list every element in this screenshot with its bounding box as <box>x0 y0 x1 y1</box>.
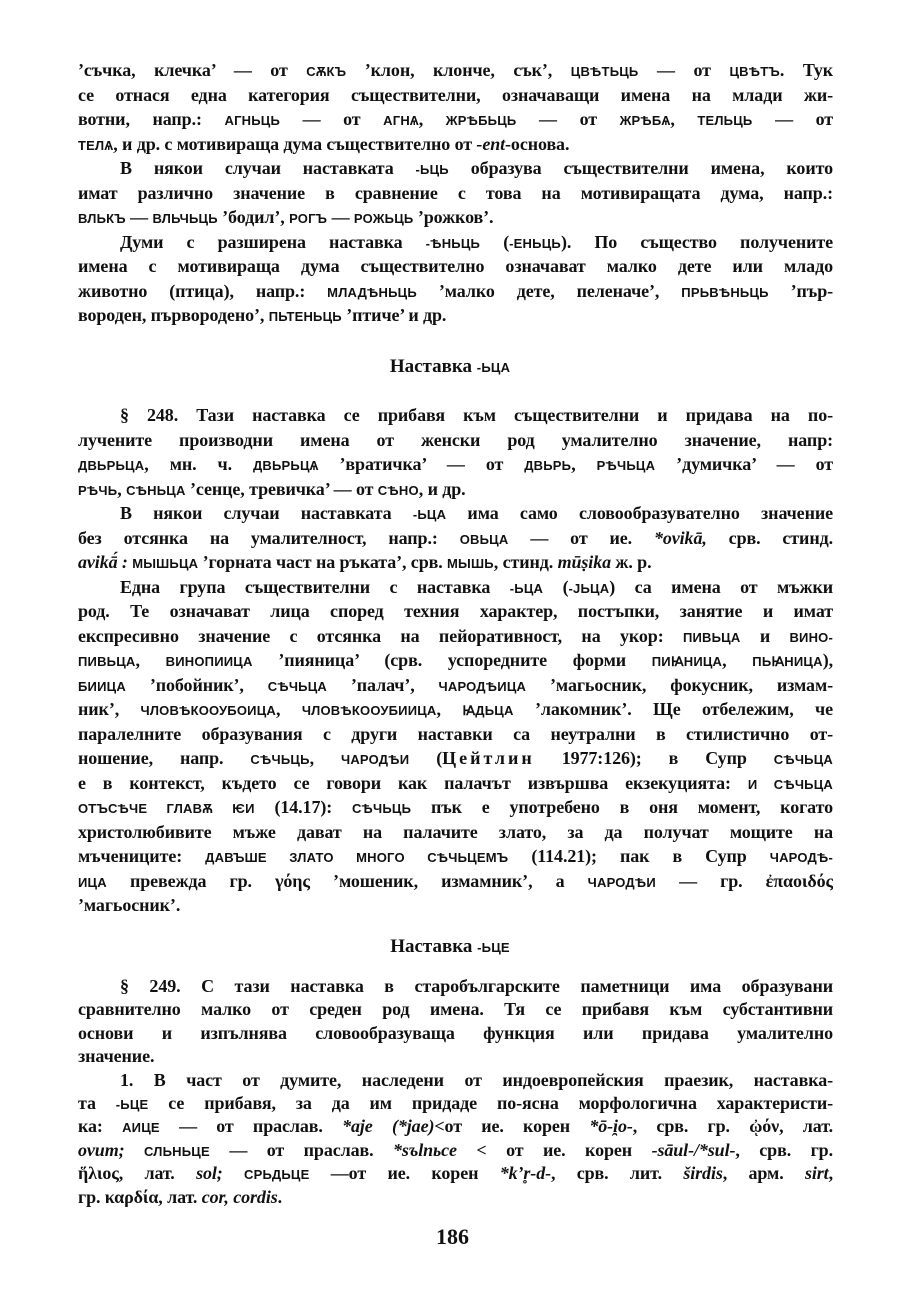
old-church-slavonic-word: ПИВЬЦА <box>682 629 741 645</box>
text-run: експресивно значение с отсянка на пейоративност, на укор: <box>78 625 683 646</box>
text-line <box>78 205 833 230</box>
old-church-slavonic-word: -ЬЦА <box>412 507 447 522</box>
italic-term: mūṣika <box>557 552 611 572</box>
old-church-slavonic-word: И СѢЧЬЦА <box>747 776 833 792</box>
text-line <box>78 795 833 820</box>
old-church-slavonic-word: СѪКЪ <box>306 64 347 79</box>
text-run: , стинд. <box>493 552 558 572</box>
text-run: ) са имена от мъжки <box>609 576 833 597</box>
old-church-slavonic-word: ПЬТЕНЬЦЬ <box>268 309 342 324</box>
text-block-section-248 <box>78 403 833 918</box>
text-run: ). По същество получените <box>560 231 833 252</box>
heading-suffix: -ЬЦА <box>476 360 511 375</box>
text-run: —от ие. корен <box>309 1163 500 1184</box>
text-run: род. Те означават лица според техния характер, постъпки, занятие и имат <box>78 601 833 621</box>
text-run: , <box>670 109 698 129</box>
text-run: значение. <box>78 1046 155 1067</box>
italic-term: ovum; <box>78 1139 125 1160</box>
text-line <box>78 1022 833 1045</box>
text-line <box>78 181 833 206</box>
text-run: ’магьосник’. <box>78 895 181 915</box>
text-line <box>78 697 833 722</box>
text-run: Думи с разширена наставка <box>120 231 426 252</box>
text-line <box>78 1092 833 1115</box>
old-church-slavonic-word: РОЖЬЦЬ <box>353 211 414 226</box>
text-run: имена с мотивираща дума съществително означават малко дете или младо <box>78 256 833 276</box>
old-church-slavonic-word: ДАВЪШЕ ЗЛАТО МНОГО СѢЧЬЦЕМЪ <box>205 850 509 865</box>
text-run: ношение, напр. <box>78 748 251 768</box>
text-run: . Тук <box>779 60 833 80</box>
text-line <box>78 501 833 526</box>
text-run: — гр. ἐπαοιδός <box>655 870 833 891</box>
text-run: , срв. лит. <box>551 1163 684 1184</box>
old-church-slavonic-word: АГНЬЦЬ <box>224 113 281 128</box>
text-run: ник’, <box>78 699 141 719</box>
old-church-slavonic-word: -ЬЦЬ <box>415 162 449 177</box>
text-run: ’палач’, <box>326 674 439 695</box>
text-run: имат различно значение в сравнение с това на мотивиращата дума, напр.: <box>78 182 833 203</box>
text-run: превежда гр. γόης ’мошеник, измамник’, а <box>106 870 588 891</box>
text-run: , срв. гр. <box>735 1139 833 1160</box>
text-run: ( <box>480 231 510 252</box>
text-run: без отсянка на умалителност, напр.: <box>78 527 460 548</box>
text-run: 1977:126); в Супр <box>534 748 774 768</box>
text-run: 1. В част от думите, наследени от индоевропейския праезик, наставка- <box>120 1069 833 1090</box>
text-run: — от <box>752 109 833 129</box>
text-run: гр. καρδία, лат. <box>78 1186 202 1207</box>
italic-term: sirt <box>804 1163 829 1184</box>
old-church-slavonic-word: -ЬЦЕ <box>115 1096 149 1112</box>
old-church-slavonic-word: СѢНЬЦА <box>126 482 186 498</box>
text-run: ’бодил’, <box>217 207 290 227</box>
text-run: пък е употребено в оня момент, когато <box>411 797 833 817</box>
old-church-slavonic-word: ЖРѢБЬЦЬ <box>445 113 517 128</box>
text-run: , <box>828 1163 833 1184</box>
text-run: ’съчка, клечка’ — от <box>78 60 307 80</box>
text-run: , <box>309 748 341 768</box>
italic-term: cor, cordis <box>201 1186 278 1207</box>
text-run: срв. стинд. <box>706 527 833 548</box>
italic-term: *k’r̥-d- <box>499 1163 551 1184</box>
text-run: , <box>436 699 463 719</box>
text-run: ’магьосник, фокусник, измам- <box>526 674 833 695</box>
text-line <box>78 746 833 771</box>
text-line <box>78 722 833 747</box>
text-run: мъчениците: <box>78 846 206 866</box>
author-citation: Цейтлин <box>442 748 535 768</box>
italic-term: *ovikā, <box>653 527 707 548</box>
text-line <box>78 550 833 575</box>
text-run: -основа. <box>505 133 570 154</box>
text-run: , <box>571 454 597 474</box>
text-run: основи и изпълнява словообразуваща функция или придава умалително <box>78 1022 833 1043</box>
text-line <box>78 83 833 108</box>
text-line <box>78 1115 833 1138</box>
old-church-slavonic-word: ДВЬРЬ <box>524 458 572 473</box>
text-line <box>78 869 833 894</box>
text-run: В някои случаи наставката <box>120 158 416 178</box>
text-run: — <box>125 207 153 227</box>
text-run: , арм. <box>722 1163 805 1184</box>
text-run: — от <box>280 109 384 129</box>
old-church-slavonic-word: ЦВѢТЪ <box>729 64 780 79</box>
text-run: та <box>78 1092 116 1113</box>
italic-term: -sāul-/*sul- <box>651 1139 736 1160</box>
text-line <box>78 771 833 796</box>
text-line <box>78 132 833 157</box>
text-run: (114.21); пак в Супр <box>508 846 770 866</box>
old-church-slavonic-word: ОТЪСѢЧЕ ГЛАВѪ ѤИ <box>78 801 255 816</box>
text-run: ’клон, клонче, сък’, <box>346 60 571 80</box>
old-church-slavonic-word: ПЬꙖНИЦА <box>752 654 823 669</box>
text-run: , срв. гр. ᾠόν, лат. <box>632 1116 833 1137</box>
old-church-slavonic-word: РѢЧЬЦА <box>596 458 656 473</box>
text-run: ’малко дете, пеленаче’, <box>416 280 682 301</box>
text-run: ’птиче’ и др. <box>341 305 447 325</box>
text-run: ( <box>543 576 569 597</box>
old-church-slavonic-word: -JЬЦА <box>568 580 610 596</box>
text-run: — от праслав. <box>159 1116 343 1137</box>
old-church-slavonic-word: ЧАРОДѢИЦА <box>438 678 527 694</box>
text-run: ), <box>822 650 833 670</box>
text-run: ( <box>409 748 443 768</box>
text-run: — от праслав. <box>209 1139 394 1160</box>
text-run: , и др. <box>418 478 466 499</box>
old-church-slavonic-word: ПРЬВѢНЬЦЬ <box>681 284 769 300</box>
text-run <box>223 1163 244 1183</box>
text-line <box>78 624 833 649</box>
text-run: — от ие. <box>508 527 654 548</box>
text-line <box>78 998 833 1021</box>
text-run: . <box>277 1186 283 1207</box>
old-church-slavonic-word: СЛЬНЬЦЕ <box>144 1143 210 1159</box>
text-run: е в контекст, където се говори как палачът извършва екзекуцията: <box>78 772 748 793</box>
text-run: , <box>418 109 446 129</box>
text-run: ’думичка’ — от <box>655 454 833 474</box>
old-church-slavonic-word: ДВЬРЬЦѦ <box>252 458 319 473</box>
text-run: § 249. С тази наставка в старобългарските паметници има образувани <box>120 976 833 996</box>
text-run: лучените производни имена от женски род умалително значение, напр: <box>78 429 833 450</box>
old-church-slavonic-word: МЫШЬЦА <box>132 556 199 571</box>
old-church-slavonic-word: ВИНОПИИЦА <box>165 654 253 669</box>
text-line <box>78 673 833 698</box>
old-church-slavonic-word: АИЦЕ <box>122 1120 160 1136</box>
old-church-slavonic-word: БИИЦА <box>78 678 126 694</box>
text-line <box>78 526 833 551</box>
text-run: (14.17): <box>254 797 352 817</box>
italic-term: *sъlnьce <box>393 1139 457 1160</box>
text-run: ’вратичка’ — от <box>318 454 525 474</box>
old-church-slavonic-word: ПИВЬЦА <box>78 654 136 669</box>
text-run: , <box>117 478 127 499</box>
old-church-slavonic-word: ТЕЛѦ <box>78 137 114 153</box>
old-church-slavonic-word: СѢНО <box>377 482 419 498</box>
text-run: , <box>276 699 302 719</box>
old-church-slavonic-word: ВИНО- <box>789 629 833 645</box>
text-run: — от <box>516 109 620 129</box>
text-run: паралелните образувания с други наставки са неутрални в стилистично от- <box>78 723 833 744</box>
old-church-slavonic-word: ЧАРОДѢИ <box>587 874 656 890</box>
heading-text: Наставка <box>390 936 478 957</box>
text-line <box>78 975 833 998</box>
old-church-slavonic-word: СѢЧЬЦЬ <box>351 801 412 816</box>
text-run: сравнително малко от среден род имена. Тя се прибавя към субстантивни <box>78 999 833 1020</box>
text-run: < от ие. корен <box>456 1139 652 1160</box>
text-line <box>78 1162 833 1185</box>
section-heading-itse <box>0 936 900 958</box>
old-church-slavonic-word: АГНѦ <box>383 113 419 128</box>
text-block-section-249 <box>78 975 833 1209</box>
text-run: има само словообразувателно значение <box>446 503 833 523</box>
text-run <box>125 1140 145 1160</box>
italic-term: sol; <box>196 1163 223 1184</box>
old-church-slavonic-word: ЧЛОВѢКООУБОИЦА <box>140 703 276 718</box>
text-run: , <box>722 650 753 670</box>
italic-term: širdis <box>683 1163 723 1184</box>
text-line <box>78 820 833 845</box>
old-church-slavonic-word: МЛАДѢНЬЦЬ <box>327 284 417 300</box>
heading-suffix: -ЬЦЕ <box>477 940 510 955</box>
old-church-slavonic-word: СѢЧЬЦА <box>773 752 833 767</box>
old-church-slavonic-word: ИЦА <box>78 874 107 890</box>
text-run: ’пияница’ (срв. успоредните форми <box>252 650 652 670</box>
text-run: <от ие. корен <box>434 1116 590 1137</box>
text-block-intro <box>78 58 833 328</box>
text-line <box>78 844 833 869</box>
old-church-slavonic-word: -ѢНЬЦЬ <box>425 235 481 251</box>
text-run: вороден, първородено’, <box>78 305 269 325</box>
text-run: ж. р. <box>611 552 652 572</box>
text-line <box>78 1069 833 1092</box>
text-run: ’лакомник’. Ще отбележим, че <box>513 699 833 719</box>
text-run: ἥλιος, лат. <box>78 1163 197 1184</box>
text-run: и <box>740 625 790 646</box>
old-church-slavonic-word: ОВЬЦА <box>459 531 509 547</box>
text-run: ’побойник’, <box>125 674 268 695</box>
text-run: се прибавя, за да им придаде по-ясна морфологична характеристи- <box>148 1092 833 1113</box>
old-church-slavonic-word: РОГЪ <box>289 211 328 226</box>
old-church-slavonic-word: РѢЧЬ <box>78 482 118 498</box>
text-run: образува съществителни имена, които <box>448 158 833 178</box>
old-church-slavonic-word: СѢЧЬЦА <box>267 678 327 694</box>
text-line <box>78 156 833 181</box>
italic-term: *aje (*jae) <box>342 1116 435 1137</box>
text-line <box>78 279 833 304</box>
old-church-slavonic-word: МЫШЬ <box>447 556 494 571</box>
text-run: христолюбивите мъже дават на палачите злато, за да получат мощите на <box>78 821 833 842</box>
text-run: ’горната част на ръката’, срв. <box>198 552 448 572</box>
text-line <box>78 477 833 502</box>
old-church-slavonic-word: ЦВѢТЬЦЬ <box>570 64 639 79</box>
italic-term: avikā́ : <box>78 552 128 572</box>
text-line <box>78 1186 833 1209</box>
heading-text: Наставка <box>389 356 477 377</box>
text-run: — <box>327 207 354 227</box>
text-line <box>78 403 833 428</box>
italic-term: -ent <box>476 133 506 154</box>
text-line <box>78 107 833 132</box>
text-run: се отнася една категория съществителни, означаващи имена на млади жи- <box>78 84 833 105</box>
text-run: § 248. Тази наставка се прибавя към съществителни и придава на по- <box>120 405 833 425</box>
old-church-slavonic-word: ДВЬРЬЦА <box>78 458 145 473</box>
old-church-slavonic-word: СРЬДЬЦЕ <box>244 1167 310 1183</box>
text-line <box>78 230 833 255</box>
text-run: В някои случаи наставката <box>120 503 413 523</box>
old-church-slavonic-word: ТЕЛЬЦЬ <box>697 113 753 128</box>
old-church-slavonic-word: ЧЛОВѢКООУБИИЦА <box>301 703 437 718</box>
text-run: ’сенце, тревичка’ — от <box>185 478 378 499</box>
old-church-slavonic-word: ЧАРОДѢИ <box>341 752 410 767</box>
text-line <box>78 452 833 477</box>
text-run: животно (птица), напр.: <box>78 280 328 301</box>
old-church-slavonic-word: ВЛЬЧЬЦЬ <box>152 211 218 226</box>
text-run: — от <box>638 60 730 80</box>
section-heading-itsa <box>0 356 900 378</box>
text-run: Една група съществителни с наставка <box>120 576 510 597</box>
text-line <box>78 893 833 918</box>
text-line <box>78 303 833 328</box>
page-number: 186 <box>436 1224 469 1249</box>
text-run: , мн. ч. <box>144 454 253 474</box>
text-run: , и др. с мотивираща дума съществително от <box>113 133 477 154</box>
text-line <box>78 599 833 624</box>
text-line <box>78 1139 833 1162</box>
old-church-slavonic-word: ЧАРОДѢ- <box>769 850 833 865</box>
text-line <box>78 1045 833 1068</box>
old-church-slavonic-word: СѢЧЬЦЬ <box>250 752 310 767</box>
old-church-slavonic-word: ꙖДЬЦА <box>462 703 514 718</box>
italic-term: *ō-i̯o- <box>589 1116 633 1137</box>
text-line <box>78 58 833 83</box>
text-line <box>78 254 833 279</box>
old-church-slavonic-word: -ЬЦА <box>509 580 544 596</box>
old-church-slavonic-word: ПИꙖНИЦА <box>651 654 723 669</box>
text-run: ка: <box>78 1116 123 1137</box>
text-run: ’рожков’. <box>413 207 494 227</box>
text-line <box>78 428 833 453</box>
text-run: ’пър- <box>768 280 833 301</box>
text-run: , <box>135 650 166 670</box>
old-church-slavonic-word: ЖРѢБѦ <box>619 113 671 128</box>
old-church-slavonic-word: ВЛЬКЪ <box>78 211 126 226</box>
text-line <box>78 648 833 673</box>
old-church-slavonic-word: -ЕНЬЦЬ <box>509 235 561 251</box>
text-line <box>78 575 833 600</box>
text-run: вотни, напр.: <box>78 109 225 129</box>
